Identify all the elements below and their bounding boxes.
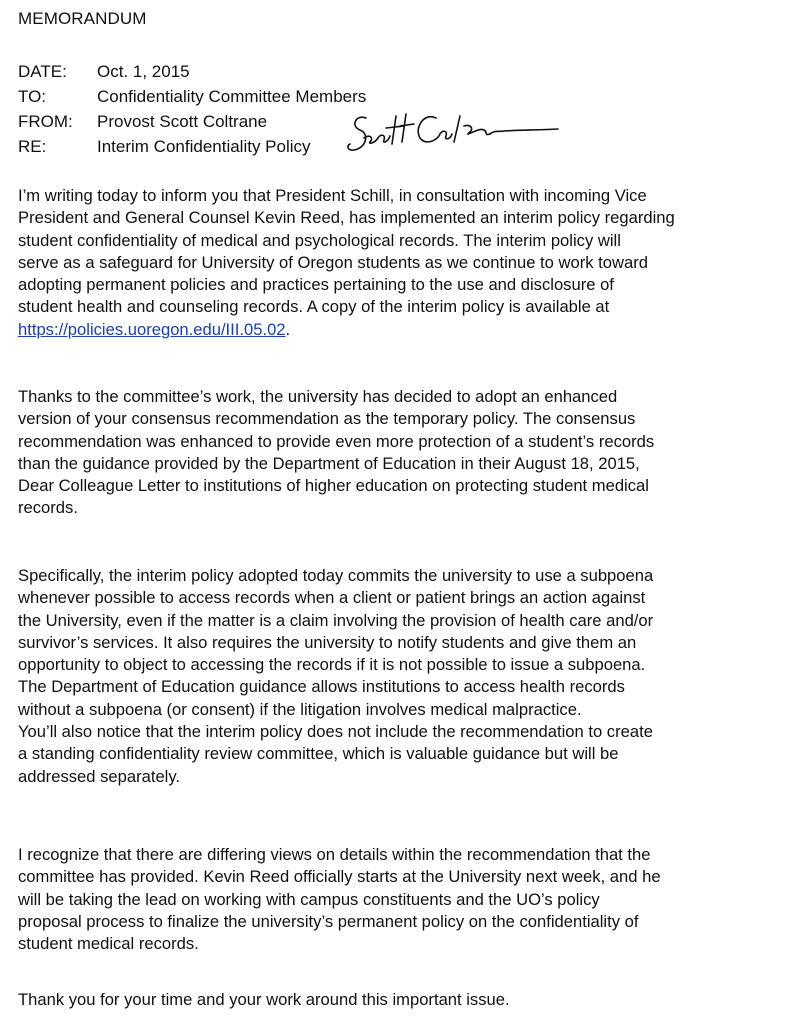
header-label-to: TO: xyxy=(18,87,47,106)
paragraph-intro xyxy=(18,185,773,341)
paragraph-subpoena: Specifically, the interim policy adopted today commits the university to use a subpoena whenever possible to access records when a client or patient brings an action against the University, even if the matter is a claim involving the provision of health care and/or survivor’s services. It also requires the university to notify students and give them an opportunity to object to accessing the records if it is not possible to issue a subpoena. The Department of Education guidance allows institutions to access health records without a subpoena (or consent) if the litigation involves medical malpractice. You’ll also notice that the interim policy does not include the recommendation to create a standing confidentiality review committee, which is valuable guidance but will be addressed separately. xyxy=(18,566,654,786)
header-label-date: DATE: xyxy=(18,62,67,81)
paragraph-intro-text: I’m writing today to inform you that President Schill, in consultation with incoming Vice President and General Counsel Kevin Reed, has implemented an interim policy regarding student confidentiality of medical and psychological records. The interim policy will serve as a safeguard for University of Oregon students as we continue to work toward adopting permanent policies and practices pertaining to the use and disclosure of student health and counseling records. A copy of the interim policy is available at xyxy=(18,186,675,317)
handwritten-signature xyxy=(344,104,564,168)
paragraph-closing: Thank you for your time and your work around this important issue. xyxy=(18,990,510,1009)
paragraph-intro-end: . xyxy=(285,319,291,339)
header-value-re: Interim Confidentiality Policy xyxy=(97,137,311,156)
header-value-to: Confidentiality Committee Members xyxy=(97,87,367,106)
interim-policy-link[interactable]: https://policies.uoregon.edu/III.05.02 xyxy=(18,319,286,339)
header-value-from: Provost Scott Coltrane xyxy=(97,112,268,131)
header-label-re: RE: xyxy=(18,137,47,156)
paragraph-consensus: Thanks to the committee’s work, the university has decided to adopt an enhanced version of your consensus recommendation as the temporary policy. The consensus recommendation was enhanced to provide even more protection of a student’s records than the guidance provided by the Department of Education in their August 18, 2015, Dear Colleague Letter to institutions of higher education on protecting student medical records. xyxy=(18,387,655,518)
memo-title: MEMORANDUM xyxy=(18,9,147,28)
header-value-date: Oct. 1, 2015 xyxy=(97,62,190,81)
header-label-from: FROM: xyxy=(18,112,73,131)
paragraph-next-steps: I recognize that there are differing views on details within the recommendation that the committee has provided. Kevin Reed officially starts at the University next week, and he will be taking the lead on working with campus constituents and the UO’s policy proposal process to finalize the university’s permanent policy on the confidentiality of student medical records. xyxy=(18,845,661,954)
